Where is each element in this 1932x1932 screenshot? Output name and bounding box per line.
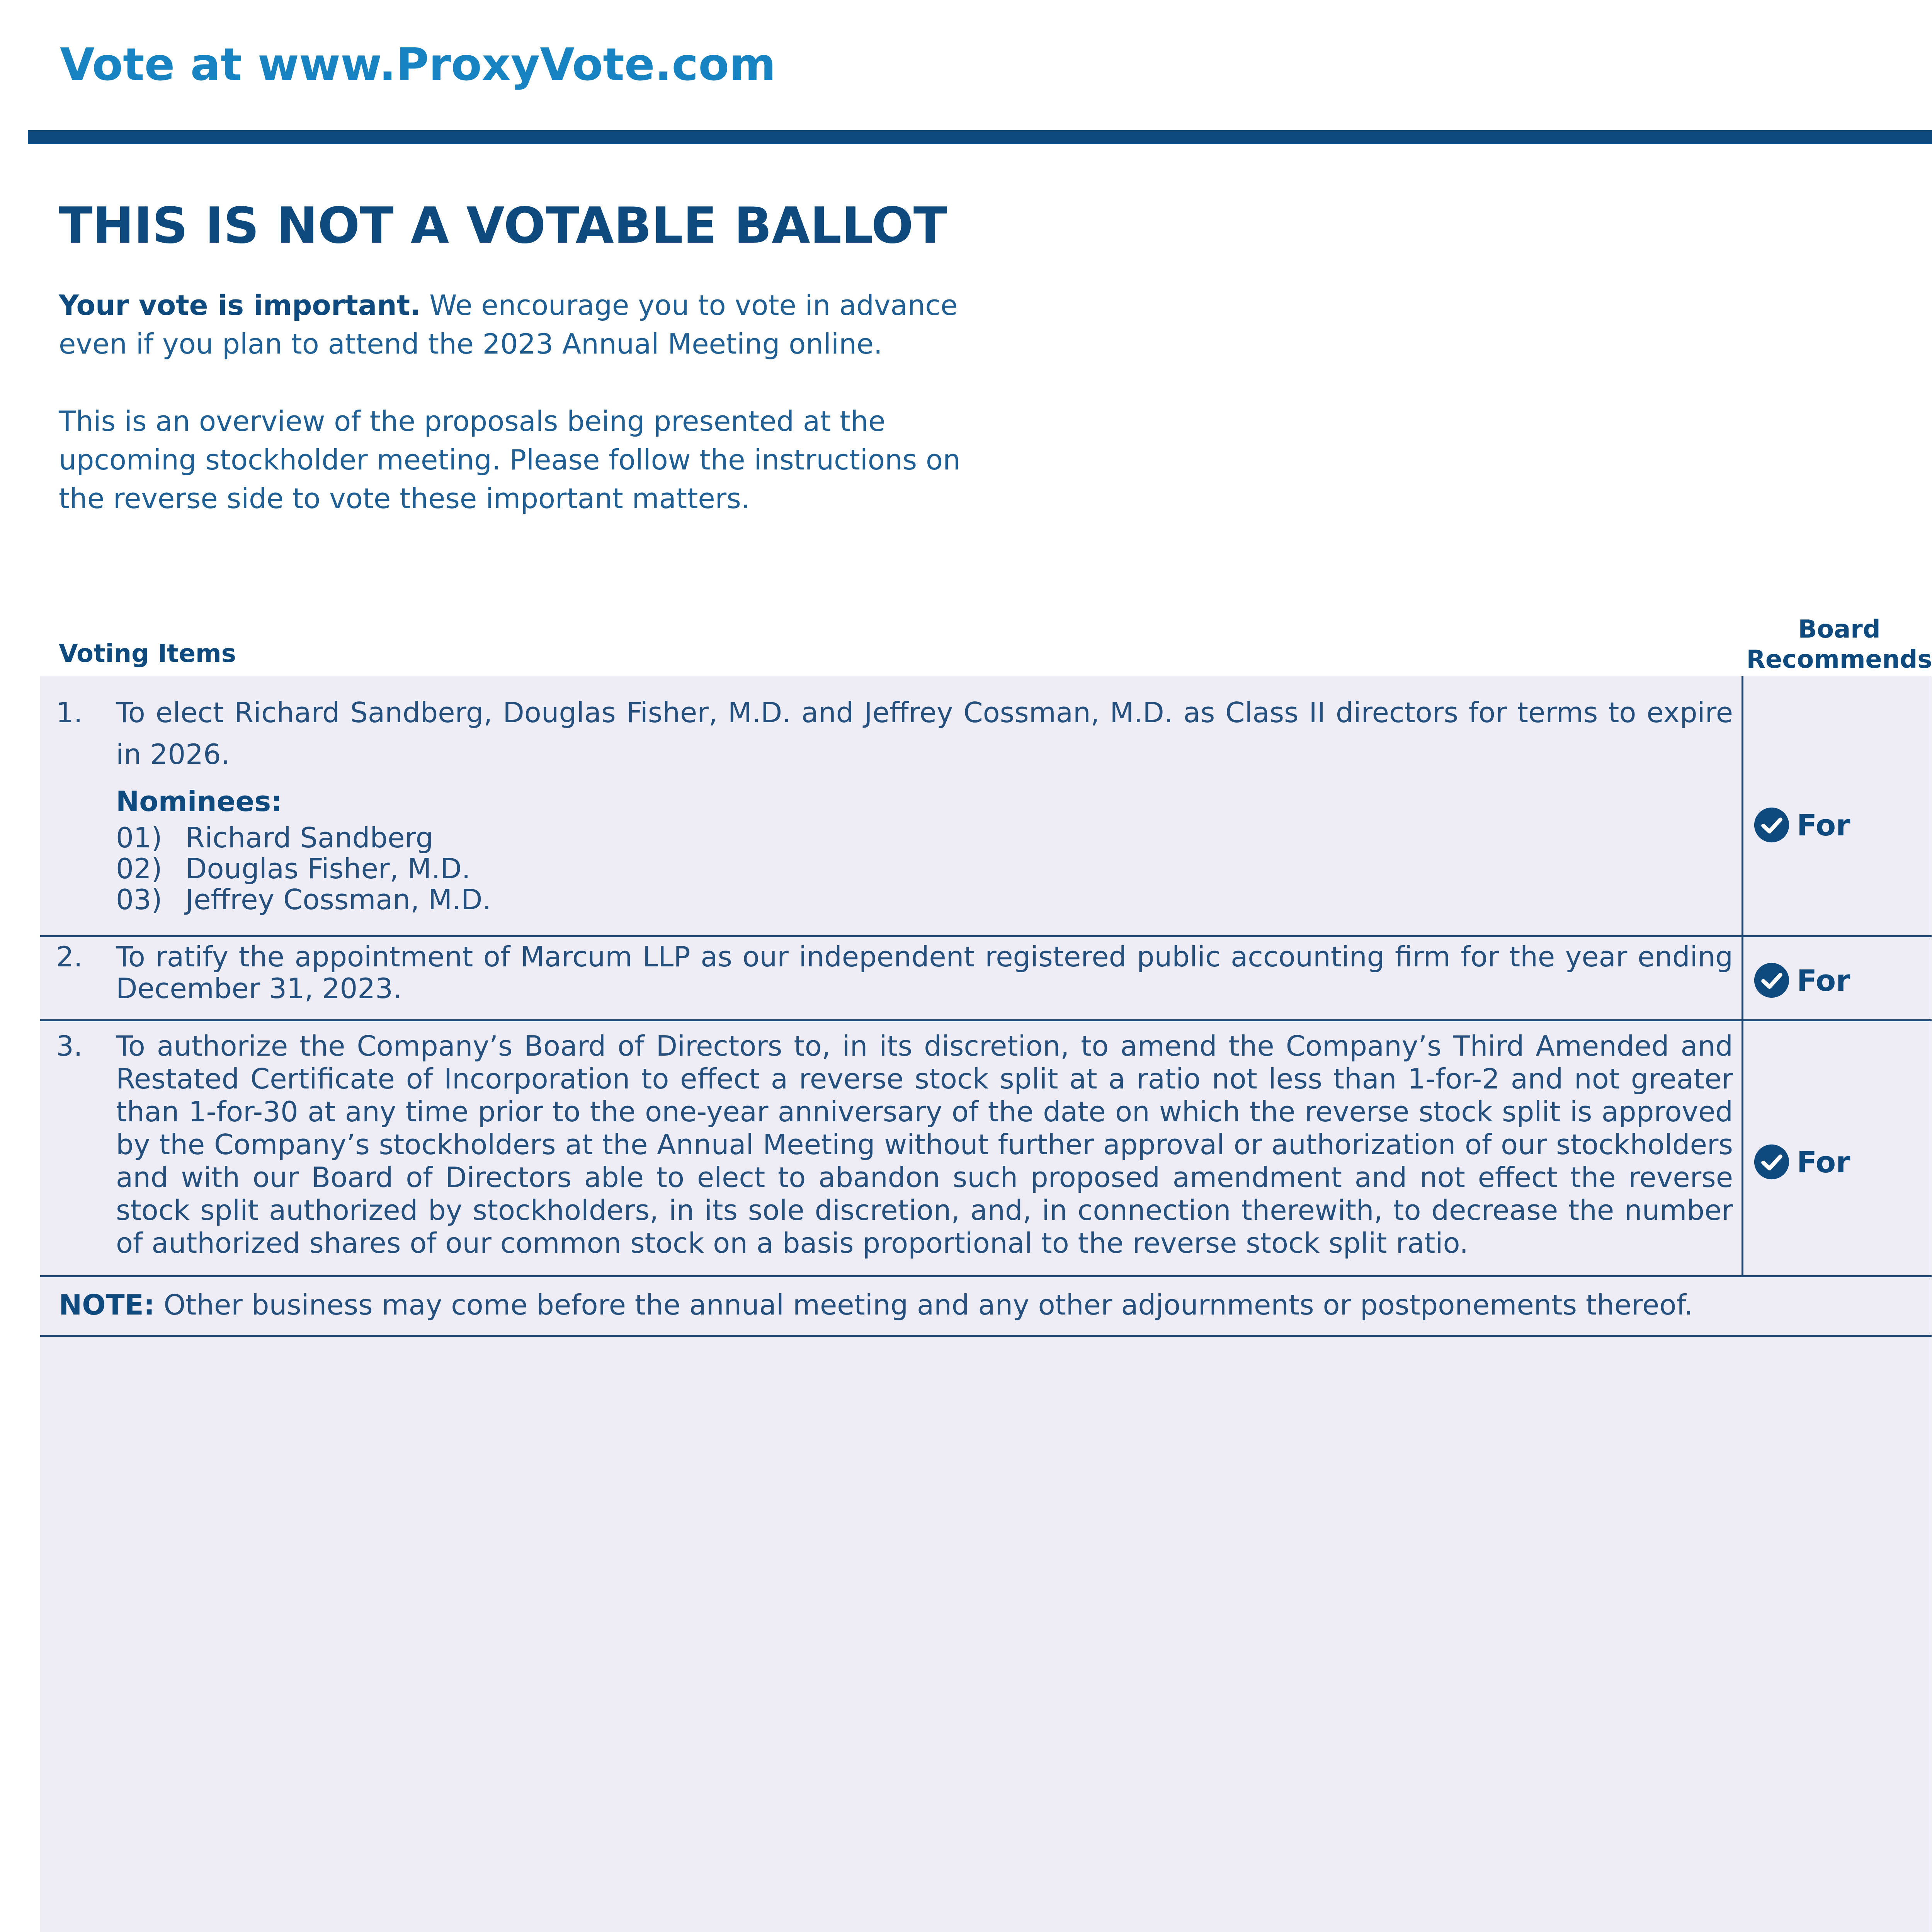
check-circle-icon [1753,962,1790,998]
note-body: Other business may come before the annual meeting and any other adjournments or postponements thereof. [155,1289,1693,1321]
nominee-name: Richard Sandberg [185,821,434,854]
nominees-title: Nominees: [116,785,282,818]
vote-website-link[interactable]: Vote at www.ProxyVote.com [60,39,776,91]
voting-item-2 [56,941,1733,1004]
page-title: THIS IS NOT A VOTABLE BALLOT [59,197,947,255]
recommendation-label: For [1797,963,1850,998]
item-text: To elect Richard Sandberg, Douglas Fisher, M.D. and Jeffrey Cossman, M.D. as Class II directors for terms to expire in 2026. [116,696,1733,770]
item-text: To authorize the Company’s Board of Directors to, in its discretion, to amend the Company’s Third Amended and Restated Certificate of Incorporation to effect a reverse stock split at a ratio not less than 1-for-2 and not greater than 1-for-30 at any time prior to the one-year anniversary of the date on which the reverse stock split is approved by the Company’s stockholders at the Annual Meeting without further approval or authorization of our stockholders and with our Board of Directors able to elect to abandon such proposed amendment and not effect the reverse stock split authorized by stockholders, in its sole discretion, and, in connection therewith, to decrease the number of authorized shares of our common stock on a basis proportional to the reverse stock split ratio. [116,1030,1733,1259]
header-rule [28,130,1932,144]
item-number: 3. [56,1030,83,1062]
nominee-name: Jeffrey Cossman, M.D. [185,883,492,916]
nominee-name: Douglas Fisher, M.D. [185,852,471,885]
item-text: To ratify the appointment of Marcum LLP as our independent registered public accounting firm for the year ending December 31, 2023. [116,940,1733,1005]
row-divider [40,935,1932,937]
nominee-index: 02) [116,852,162,885]
nominee-item [116,822,1733,853]
voting-item-1 [56,692,1733,915]
nominee-index: 03) [116,883,162,916]
row-divider [40,1019,1932,1021]
intro-lead-bold: Your vote is important. [59,289,421,321]
recommendation-label: For [1797,1145,1850,1179]
note-divider [40,1335,1932,1337]
board-recommends-header [1745,614,1932,675]
intro-paragraph-1 [59,286,994,363]
nominee-item [116,853,1733,884]
board-recommends-line-1: Board [1798,615,1881,644]
nominee-item [116,884,1733,915]
check-circle-icon [1753,1144,1790,1180]
recommendation-item-3 [1753,1144,1850,1180]
recommendation-label: For [1797,808,1850,842]
row-divider [40,1275,1932,1277]
recommendation-item-2 [1753,962,1850,998]
voting-item-3 [56,1030,1733,1260]
column-divider [1742,676,1743,1276]
check-circle-icon [1753,807,1790,843]
intro-lead-rest: We encourage you to vote in advance even if you plan to attend the 2023 Annual Meeting online. [59,289,958,360]
item-number: 1. [56,696,83,729]
note-label: NOTE: [59,1289,155,1321]
intro-text [59,286,994,556]
recommendation-item-1 [1753,807,1850,843]
board-recommends-line-2: Recommends [1746,645,1932,674]
note-text [59,1289,1693,1321]
nominee-index: 01) [116,821,162,854]
voting-items-header: Voting Items [59,639,236,668]
intro-paragraph-2: This is an overview of the proposals being presented at the upcoming stockholder meeting. Please follow the instructions on the reverse side to vote these important matters. [59,405,961,515]
item-number: 2. [56,940,83,973]
